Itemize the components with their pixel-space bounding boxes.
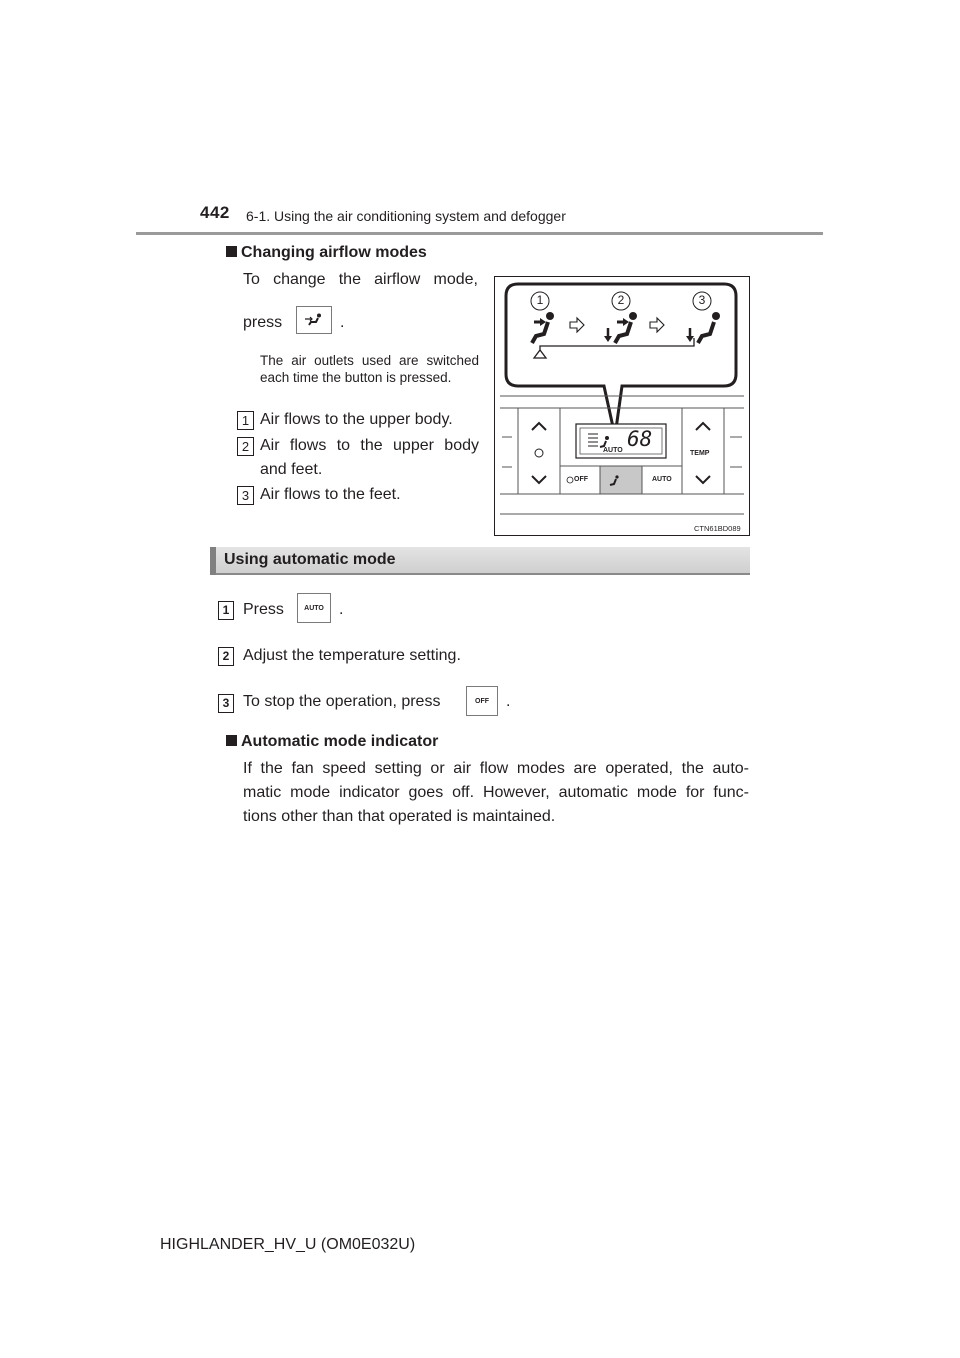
step-3-text: To stop the operation, press: [243, 693, 441, 710]
airflow-intro-press: press: [243, 314, 283, 331]
airflow-heading: [226, 244, 427, 262]
step-number-2: 2: [218, 647, 234, 666]
step-1-period: .: [339, 601, 344, 618]
callout-number-1: 1: [536, 293, 544, 307]
panel-auto-label: AUTO: [652, 476, 672, 483]
banner-accent-bar: [210, 547, 216, 575]
callout-number-3: 3: [698, 293, 706, 307]
step-1-text: Press: [243, 601, 284, 618]
item-number-2: 2: [237, 437, 254, 456]
panel-off-label: OFF: [574, 476, 588, 483]
auto-mode-banner-title: Using automatic mode: [224, 551, 396, 568]
auto-button-icon: AUTO: [297, 593, 331, 623]
item-number-3: 3: [237, 486, 254, 505]
airflow-intro-period: .: [340, 314, 345, 331]
illustration-code: CTN61BD089: [694, 524, 741, 533]
airflow-intro-line1: To change the airflow mode,: [243, 271, 478, 288]
airflow-item-1: Air flows to the upper body.: [260, 411, 453, 428]
square-bullet-icon: [226, 246, 237, 257]
climate-panel-illustration: [494, 276, 750, 536]
indicator-line-1: If the fan speed setting or air flow modes are operated, the auto-: [243, 760, 749, 777]
step-2-text: Adjust the temperature setting.: [243, 647, 461, 664]
panel-temp-label: TEMP: [690, 450, 710, 457]
footer-model-code: HIGHLANDER_HV_U (OM0E032U): [160, 1236, 416, 1253]
item-number-1: 1: [237, 411, 254, 430]
auto-mode-banner: [210, 547, 750, 575]
section-title: 6-1. Using the air conditioning system and defogger: [246, 208, 566, 224]
square-bullet-icon: [226, 735, 237, 746]
display-temperature: 68: [627, 427, 653, 451]
indicator-heading-text: Automatic mode indicator: [241, 733, 439, 750]
header-rule: [136, 232, 823, 235]
step-3-period: .: [506, 693, 511, 710]
indicator-heading: [226, 733, 438, 751]
callout-number-2: 2: [617, 293, 625, 307]
page-number: 442: [200, 203, 230, 222]
airflow-item-2-line2: and feet.: [260, 461, 323, 478]
off-button-icon: OFF: [466, 686, 498, 716]
step-number-1: 1: [218, 601, 234, 620]
airflow-item-3: Air flows to the feet.: [260, 486, 401, 503]
indicator-line-3: tions other than that operated is maintained.: [243, 808, 556, 825]
indicator-line-2: matic mode indicator goes off. However, automatic mode for func-: [243, 784, 749, 801]
airflow-note: The air outlets used are switched each time the button is pressed.: [260, 353, 479, 385]
display-auto-indicator: AUTO: [603, 447, 623, 454]
airflow-mode-button-icon: [296, 306, 332, 334]
airflow-item-2-line1: Air flows to the upper body: [260, 437, 479, 454]
airflow-heading-text: Changing airflow modes: [241, 244, 427, 261]
step-number-3: 3: [218, 694, 234, 713]
